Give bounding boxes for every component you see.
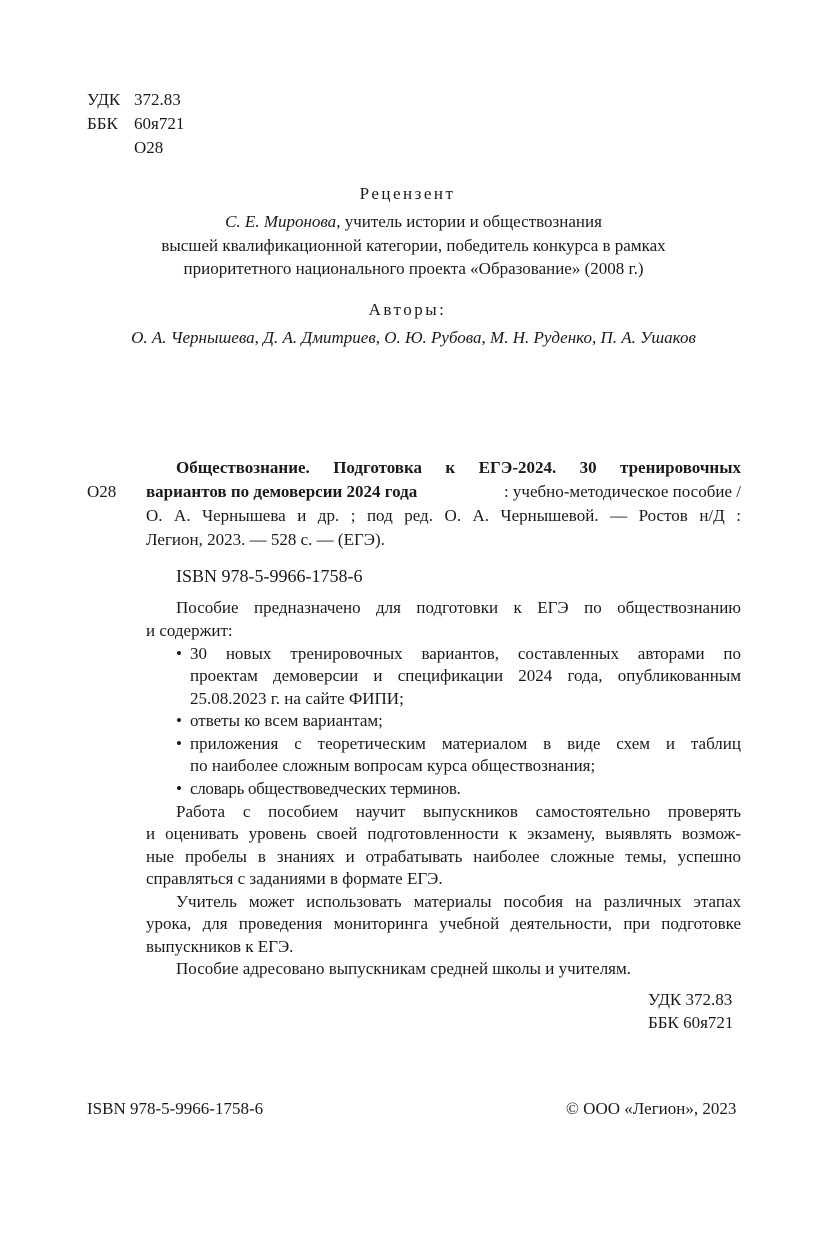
reviewer-name: С. Е. Миронова	[225, 212, 337, 231]
para2-line4: справляться с заданиями в формате ЕГЭ.	[146, 869, 443, 888]
author-name: О. А. Чернышева	[131, 328, 255, 347]
reviewer-line3: приоритетного национального проекта «Образование» (2008 г.)	[183, 259, 644, 278]
bibliography-title-line2	[146, 481, 741, 503]
udk-line	[87, 89, 181, 111]
udk-label: УДК	[87, 90, 121, 109]
bullet-marker: •	[176, 734, 182, 753]
bibliography-line3: О. А. Чернышева и др. ; под ред. О. А. Чернышевой. — Ростов н/Д :	[146, 506, 741, 525]
bullet-marker: •	[176, 644, 182, 663]
footer-isbn: ISBN 978-5-9966-1758-6	[87, 1099, 264, 1118]
para4: Пособие адресовано выпускникам средней школы и учителям.	[176, 959, 631, 978]
reviewer-line2: высшей квалификационной категории, победитель конкурса в рамках	[161, 236, 666, 255]
bibliography-line4: Легион, 2023. — 528 с. — (ЕГЭ).	[146, 530, 385, 549]
reviewer-line1-rest: , учитель истории и обществознания	[336, 212, 602, 231]
bullet-marker: •	[176, 711, 182, 730]
para3-line2: урока, для проведения мониторинга учебной деятельности, при подготовке	[146, 914, 741, 933]
author-mark: О28	[134, 138, 164, 157]
author-sep: ,	[254, 328, 264, 347]
bibliography-mark: О28	[87, 482, 117, 501]
bullet-marker: •	[176, 779, 182, 798]
authors-heading: Авторы:	[368, 300, 447, 319]
author-sep: ,	[375, 328, 385, 347]
bottom-udk: УДК 372.83	[648, 990, 733, 1009]
para2-line1: Работа с пособием научит выпускников самостоятельно проверять	[176, 802, 741, 821]
bbk-label: ББК	[87, 114, 118, 133]
reviewer-heading: Рецензент	[359, 184, 456, 203]
bibliography-title-rest: : учебно-методическое пособие /	[503, 482, 741, 501]
para3-line1: Учитель может использовать материалы пособия на различных этапах	[176, 892, 741, 911]
author-sep: ,	[481, 328, 491, 347]
reviewer-line1	[0, 211, 827, 233]
author-name: Д. А. Дмитриев	[263, 328, 376, 347]
para3-line3: выпускников к ЕГЭ.	[146, 937, 294, 956]
para2-line2: и оценивать уровень своей подготовленности к экзамену, выявлять возмож-	[146, 824, 741, 843]
authors-list	[0, 327, 827, 349]
bullet-3-line2: по наиболее сложным вопросам курса обществознания;	[190, 756, 596, 775]
bullet-1-line1: 30 новых тренировочных вариантов, составленных авторами по	[190, 644, 741, 663]
author-name: М. Н. Руденко	[490, 328, 592, 347]
footer-copyright: © ООО «Легион», 2023	[566, 1099, 737, 1118]
udk-value: 372.83	[134, 90, 181, 109]
bullet-1-line2: проектам демоверсии и спецификации 2024 года, опубликованным	[190, 666, 741, 685]
para2-line3: ные пробелы в знаниях и отрабатывать наиболее сложные темы, успешно	[146, 847, 741, 866]
bottom-bbk: ББК 60я721	[648, 1013, 734, 1032]
annotation-intro-line1: Пособие предназначено для подготовки к ЕГЭ по обществознанию	[176, 598, 741, 617]
bibliography-title-line1: Обществознание. Подготовка к ЕГЭ-2024. 30 тренировочных	[176, 458, 741, 477]
author-sep: ,	[591, 328, 601, 347]
bibliography-title-bold: вариантов по демоверсии 2024 года	[146, 482, 418, 501]
author-name: О. Ю. Рубова	[384, 328, 482, 347]
bbk-line	[87, 113, 184, 135]
bullet-2-line1: ответы ко всем вариантам;	[190, 711, 383, 730]
bbk-value: 60я721	[134, 114, 185, 133]
bullet-1-line3: 25.08.2023 г. на сайте ФИПИ;	[190, 689, 404, 708]
bullet-3-line1: приложения с теоретическим материалом в виде схем и таблиц	[190, 734, 741, 753]
annotation-intro-line2: и содержит:	[146, 621, 233, 640]
bibliography-isbn: ISBN 978-5-9966-1758-6	[176, 566, 363, 586]
bullet-4-line1: словарь обществоведческих терминов.	[190, 779, 461, 798]
author-name: П. А. Ушаков	[600, 328, 696, 347]
